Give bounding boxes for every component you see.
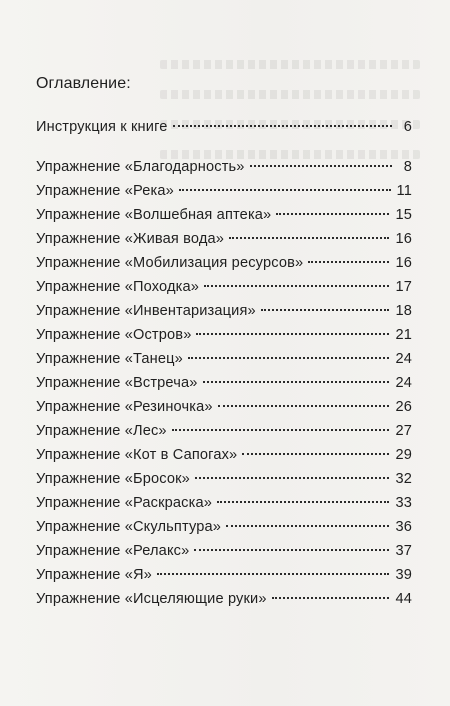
toc-entry-title: Упражнение «Резиночка»	[36, 399, 213, 415]
dot-leader	[250, 165, 392, 167]
toc-entry-title: Упражнение «Я»	[36, 567, 152, 583]
toc-list	[36, 117, 412, 613]
dot-leader	[194, 549, 389, 551]
dot-leader	[203, 381, 390, 383]
dot-leader	[196, 333, 389, 335]
dot-leader	[276, 213, 389, 215]
dot-leader	[217, 501, 389, 503]
toc-entry-page: 16	[395, 255, 412, 271]
toc-entry-page: 29	[395, 447, 412, 463]
toc-entry	[36, 541, 412, 565]
toc-entry-title: Упражнение «Живая вода»	[36, 231, 225, 247]
dot-leader	[179, 189, 391, 191]
toc-entry-page: 17	[395, 279, 412, 295]
dot-leader	[188, 357, 390, 359]
dot-leader	[173, 125, 393, 127]
toc-entry-title: Упражнение «Походка»	[36, 279, 200, 295]
toc-entry	[36, 229, 412, 253]
toc-entry	[36, 253, 412, 277]
toc-entry	[36, 445, 412, 469]
toc-entry	[36, 301, 412, 325]
dot-leader	[261, 309, 390, 311]
toc-entry	[36, 517, 412, 541]
dot-leader	[229, 237, 389, 239]
toc-entry	[36, 181, 412, 205]
table-of-contents	[36, 74, 412, 613]
toc-entry	[36, 493, 412, 517]
toc-entry	[36, 373, 412, 397]
dot-leader	[157, 573, 390, 575]
toc-entry-page: 15	[395, 207, 412, 223]
toc-entry	[36, 565, 412, 589]
toc-entry-title: Упражнение «Релакс»	[36, 543, 190, 559]
toc-entry-title: Упражнение «Инвентаризация»	[36, 303, 256, 319]
toc-entry-title: Упражнение «Танец»	[36, 351, 183, 367]
toc-heading: Оглавление:	[36, 75, 131, 92]
toc-entry-page: 44	[395, 591, 412, 607]
toc-entry-page: 24	[395, 375, 412, 391]
dot-leader	[195, 477, 390, 479]
dot-leader	[172, 429, 390, 431]
toc-entry-page: 6	[403, 119, 412, 135]
toc-entry	[36, 205, 412, 229]
toc-entry-page: 39	[395, 567, 412, 583]
toc-entry-title: Упражнение «Река»	[36, 183, 174, 199]
toc-entry	[36, 589, 412, 613]
toc-entry-page: 27	[395, 423, 412, 439]
toc-entry-title: Упражнение «Кот в Сапогах»	[36, 447, 238, 463]
dot-leader	[242, 453, 389, 455]
dot-leader	[226, 525, 389, 527]
toc-entry-page: 33	[395, 495, 412, 511]
toc-entry-page: 11	[396, 183, 412, 199]
toc-entry-title: Упражнение «Благодарность»	[36, 159, 245, 175]
toc-entry-title: Упражнение «Исцеляющие руки»	[36, 591, 267, 607]
toc-entry-title: Упражнение «Мобилизация ресурсов»	[36, 255, 304, 271]
toc-entry-page: 32	[395, 471, 412, 487]
toc-entry-page: 8	[403, 159, 412, 175]
toc-entry	[36, 157, 412, 181]
toc-entry-page: 37	[395, 543, 412, 559]
toc-entry-page: 36	[395, 519, 412, 535]
toc-entry-title: Упражнение «Лес»	[36, 423, 167, 439]
toc-entry-page: 18	[395, 303, 412, 319]
toc-entry-title: Инструкция к книге	[36, 119, 168, 135]
toc-entry-page: 16	[395, 231, 412, 247]
dot-leader	[204, 285, 389, 287]
toc-entry-page: 24	[395, 351, 412, 367]
toc-entry	[36, 277, 412, 301]
toc-entry-title: Упражнение «Встреча»	[36, 375, 198, 391]
toc-entry-page: 26	[395, 399, 412, 415]
dot-leader	[272, 597, 390, 599]
toc-entry-title: Упражнение «Бросок»	[36, 471, 190, 487]
toc-entry-title: Упражнение «Раскраска»	[36, 495, 213, 511]
toc-entry	[36, 325, 412, 349]
toc-entry-page: 21	[395, 327, 412, 343]
toc-entry	[36, 421, 412, 445]
toc-entry	[36, 397, 412, 421]
toc-entry	[36, 469, 412, 493]
dot-leader	[218, 405, 390, 407]
dot-leader	[308, 261, 389, 263]
toc-entry	[36, 349, 412, 373]
toc-entry-title: Упражнение «Волшебная аптека»	[36, 207, 272, 223]
toc-entry-title: Упражнение «Остров»	[36, 327, 192, 343]
toc-entry-title: Упражнение «Скульптура»	[36, 519, 222, 535]
toc-entry	[36, 117, 412, 141]
